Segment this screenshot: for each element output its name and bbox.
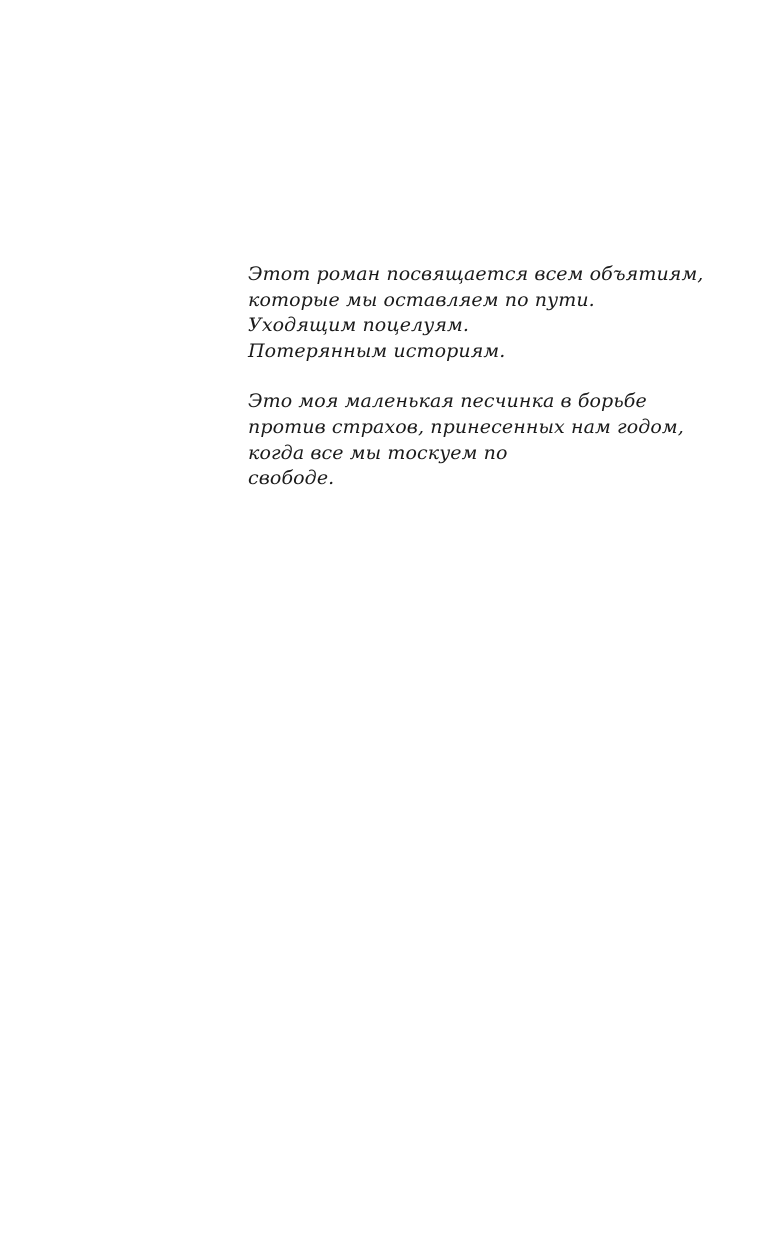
- dedication-text: [248, 262, 718, 492]
- dedication-line: Этот роман посвящается всем объятиям,: [248, 263, 704, 285]
- dedication-line: против страхов, принесенных нам годом,: [248, 415, 684, 438]
- dedication-line: которые мы оставляем по пути.: [248, 288, 595, 311]
- dedication-line: Уходящим поцелуям.: [248, 314, 470, 337]
- dedication-line: Это моя маленькая песчинка в борьбе: [248, 390, 647, 413]
- dedication-stanza-1: [248, 262, 718, 364]
- dedication-line: Потерянным историям.: [248, 339, 506, 362]
- dedication-stanza-2: [248, 389, 718, 491]
- dedication-line: когда все мы тоскуем по: [248, 441, 508, 464]
- dedication-line: свободе.: [248, 467, 335, 490]
